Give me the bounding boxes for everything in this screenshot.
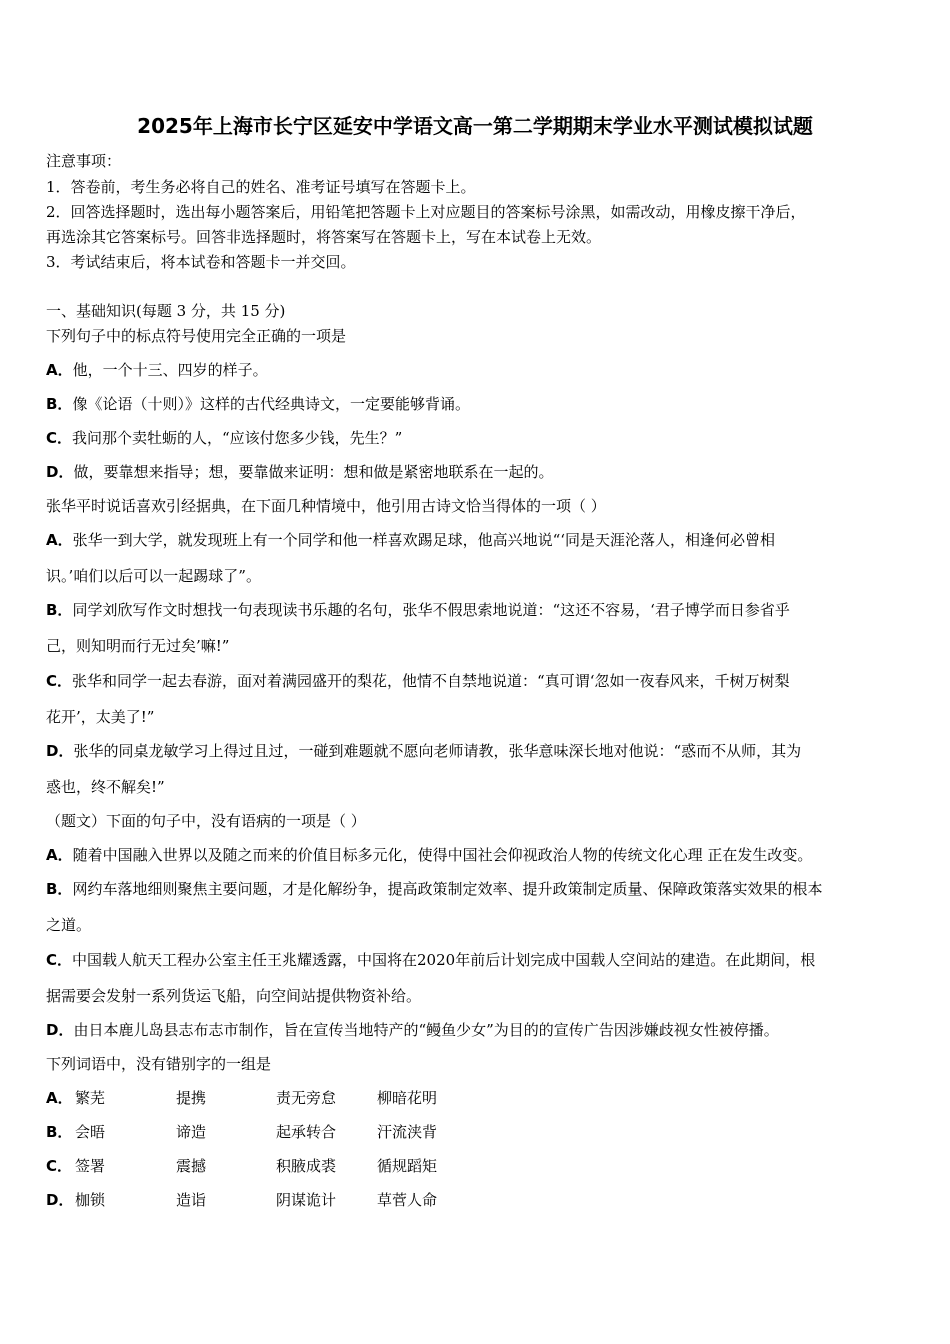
- option-continuation: 据需要会发射一系列货运飞船，向空间站提供物资补给。: [46, 987, 422, 1005]
- option-continuation: 花开’，太美了!”: [46, 708, 155, 726]
- option-c: [46, 428, 916, 448]
- option-label: A．: [46, 1089, 73, 1107]
- option-label: B．: [46, 395, 73, 413]
- option-word: 繁芜: [75, 1089, 106, 1107]
- option-c: [46, 671, 916, 691]
- notice-heading: 注意事项：: [46, 152, 122, 170]
- option-label: D．: [46, 1021, 74, 1039]
- option-text: 张华一到大学，就发现班上有一个同学和他一样喜欢踢足球，他高兴地说“‘同是天涯沦落人，相逢何必曾相: [72, 531, 776, 549]
- question-stem: 下列句子中的标点符号使用完全正确的一项是: [46, 327, 347, 345]
- option-word: 提携: [176, 1089, 207, 1107]
- option-text: 同学刘欣写作文时想找一句表现读书乐趣的名句，张华不假思索地说道：“这还不容易，‘君子博学而日参省乎: [72, 601, 790, 619]
- option-text: 由日本鹿儿岛县志布志市制作，旨在宣传当地特产的“鳗鱼少女”为目的的宣传广告因涉嫌歧视女性被停播。: [73, 1021, 779, 1039]
- option-label: C．: [46, 672, 73, 690]
- option-word: 阴谋诡计: [276, 1191, 337, 1209]
- option-label: A．: [46, 846, 73, 864]
- option-continuation: 惑也，终不解矣!”: [46, 778, 165, 796]
- option-label: D．: [46, 742, 74, 760]
- option-label: D．: [46, 1191, 74, 1209]
- option-word: 枷锁: [75, 1191, 106, 1209]
- option-text: 张华和同学一起去春游，面对着满园盛开的梨花，他情不自禁地说道：“真可谓‘忽如一夜春风来，千树万树梨: [72, 672, 790, 690]
- option-label: B．: [46, 601, 73, 619]
- option-c: [46, 950, 916, 970]
- notice-item: 再选涂其它答案标号。回答非选择题时，将答案写在答题卡上，写在本试卷上无效。: [46, 228, 602, 246]
- option-label: C．: [46, 429, 73, 447]
- option-a: [46, 360, 916, 380]
- option-d: [46, 741, 916, 761]
- notice-item: 2．回答选择题时，选出每小题答案后，用铅笔把答题卡上对应题目的答案标号涂黑，如需改动，用橡皮擦干净后，: [46, 203, 806, 221]
- option-label: B．: [46, 1123, 73, 1141]
- option-text: 网约车落地细则聚焦主要问题，才是化解纷争，提高政策制定效率、提升政策制定质量、保障政策落实效果的根本: [72, 880, 823, 898]
- option-continuation: 识。’咱们以后可以一起踢球了”。: [46, 567, 261, 585]
- option-text: 他，一个十三、四岁的样子。: [72, 361, 268, 379]
- option-word: 震撼: [176, 1157, 207, 1175]
- option-a: [46, 530, 916, 550]
- option-word: 签署: [75, 1157, 106, 1175]
- option-label: C．: [46, 951, 73, 969]
- option-continuation: 己，则知明而行无过矣’嘛!”: [46, 637, 230, 655]
- option-label: A．: [46, 531, 73, 549]
- option-word: 柳暗花明: [377, 1089, 438, 1107]
- option-word: 造诣: [176, 1191, 207, 1209]
- notice-item: 3．考试结束后，将本试卷和答题卡一并交回。: [46, 253, 356, 271]
- section-heading: 一、基础知识(每题 3 分，共 15 分): [46, 302, 286, 320]
- option-word: 草菅人命: [377, 1191, 438, 1209]
- option-word: 积腋成裘: [276, 1157, 337, 1175]
- option-word: 责无旁怠: [276, 1089, 337, 1107]
- option-text: 像《论语（十则）》这样的古代经典诗文，一定要能够背诵。: [72, 395, 470, 413]
- question-stem: 下列词语中，没有错别字的一组是: [46, 1055, 272, 1073]
- question-stem: 张华平时说话喜欢引经据典，在下面几种情境中，他引用古诗文恰当得体的一项（ ）: [46, 497, 606, 515]
- option-b: [46, 600, 916, 620]
- option-a: [46, 845, 916, 865]
- option-text: 我问那个卖牡蛎的人，“应该付您多少钱，先生？”: [72, 429, 403, 447]
- option-text: 随着中国融入世界以及随之而来的价值目标多元化，使得中国社会仰视政治人物的传统文化心理 正在发生改变。: [72, 846, 813, 864]
- option-label: D．: [46, 463, 74, 481]
- option-continuation: 之道。: [46, 916, 92, 934]
- option-label: B．: [46, 880, 73, 898]
- option-d: [46, 462, 916, 482]
- option-label: C．: [46, 1157, 73, 1175]
- option-d: [46, 1020, 916, 1040]
- page-title: 2025年上海市长宁区延安中学语文高一第二学期期末学业水平测试模拟试题: [137, 114, 813, 138]
- option-text: 中国载人航天工程办公室主任王兆耀透露，中国将在2020年前后计划完成中国载人空间站的建造。在此期间，根: [72, 951, 816, 969]
- option-word: 会晤: [75, 1123, 106, 1141]
- option-b: [46, 394, 916, 414]
- option-text: 张华的同桌龙敏学习上得过且过，一碰到难题就不愿向老师请教，张华意味深长地对他说：“惑而不从师，其为: [73, 742, 802, 760]
- option-text: 做，要靠想来指导；想，要靠做来证明：想和做是紧密地联系在一起的。: [73, 463, 554, 481]
- option-word: 起承转合: [276, 1123, 337, 1141]
- option-b: [46, 879, 916, 899]
- option-label: A．: [46, 361, 73, 379]
- option-word: 谛造: [176, 1123, 207, 1141]
- question-stem: （题文）下面的句子中，没有语病的一项是（ ）: [46, 812, 366, 830]
- option-word: 汗流浃背: [377, 1123, 438, 1141]
- option-word: 循规蹈矩: [377, 1157, 438, 1175]
- notice-item: 1．答卷前，考生务必将自己的姓名、准考证号填写在答题卡上。: [46, 178, 476, 196]
